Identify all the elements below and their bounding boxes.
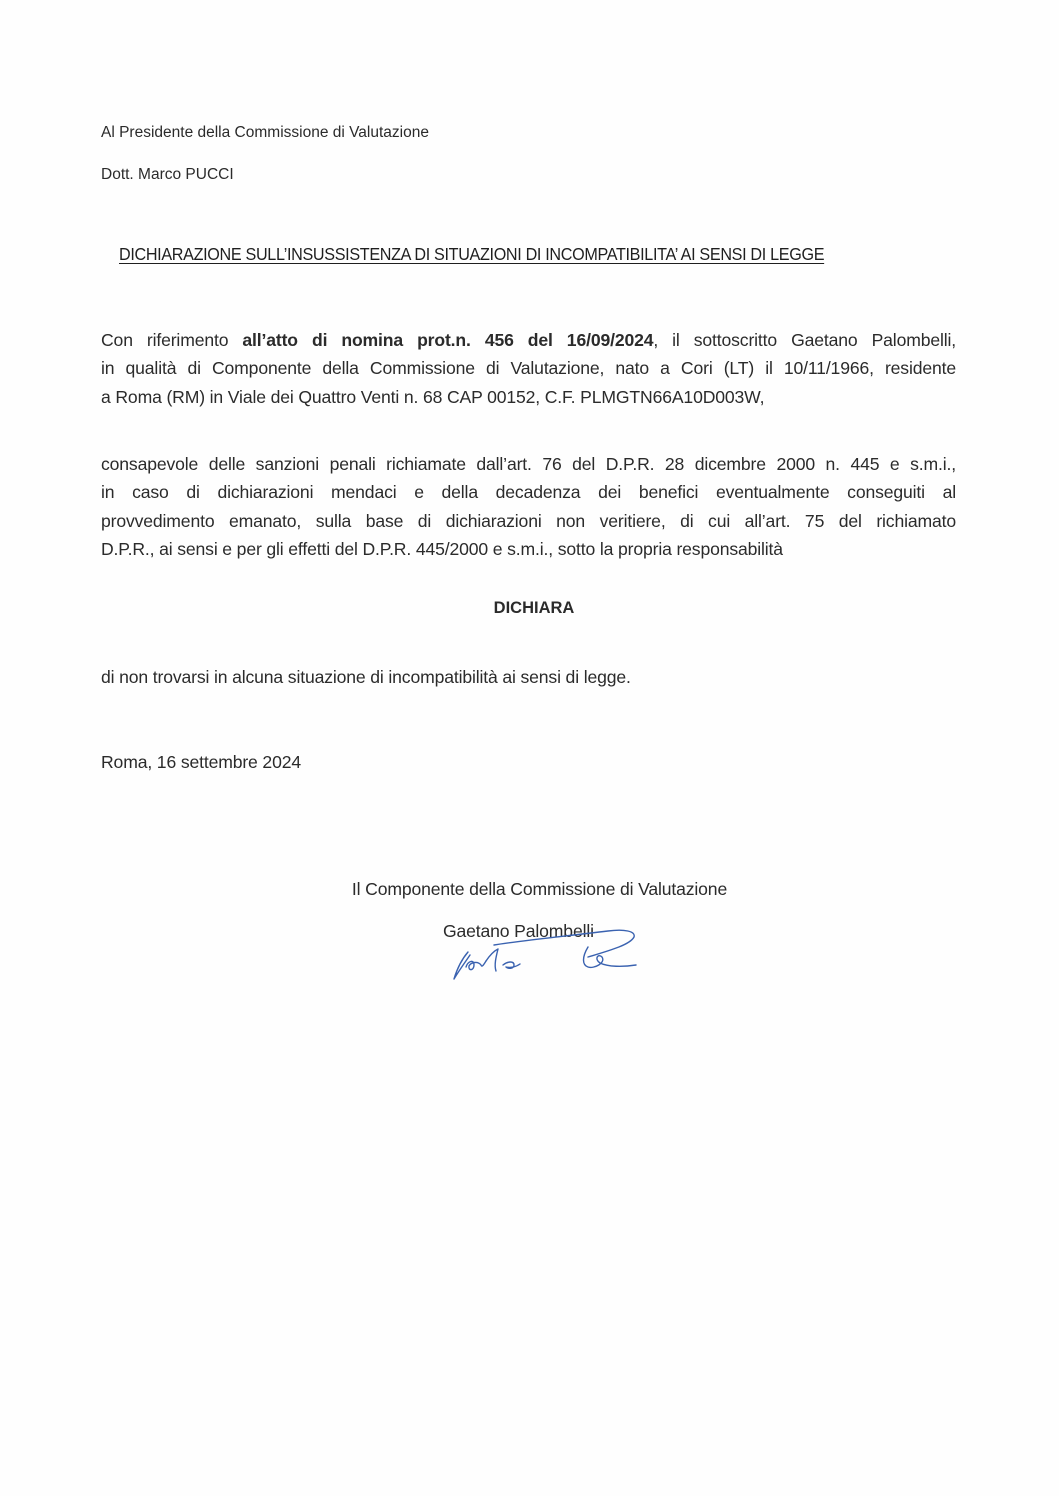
reference-line-3: a Roma (RM) in Viale dei Quattro Venti n. 68 CAP 00152, C.F. PLMGTN66A10D003W, [101,386,765,407]
signature-stroke-2 [466,961,486,970]
signature-stroke-4 [503,962,520,968]
reference-suffix: , il sottoscritto Gaetano Palombelli, [653,330,956,350]
appointment-reference: all’atto di nomina prot.n. 456 del 16/09/2024 [242,330,654,350]
signature-stroke-1 [454,952,470,979]
addressee-name: Dott. Marco PUCCI [101,166,234,183]
addressee-title: Al Presidente della Commissione di Valutazione [101,124,429,141]
signer-role: Il Componente della Commissione di Valutazione [351,879,728,899]
reference-prefix: Con riferimento [101,330,243,350]
awareness-line-1: consapevole delle sanzioni penali richiamate dall’art. 76 del D.P.R. 28 dicembre 2000 n. 445 e s.m.i., [101,454,956,474]
signature-strokes [454,930,636,979]
reference-line-2: in qualità di Componente della Commissione di Valutazione, nato a Cori (LT) il 10/11/1966, residente [101,358,956,379]
signature-stroke-3 [486,949,498,971]
declaration-text: di non trovarsi in alcuna situazione di incompatibilità ai sensi di legge. [101,667,631,687]
signer-name: Gaetano Palombelli [443,921,594,941]
signature-stroke-5 [494,930,634,957]
declares-heading: DICHIARA [493,599,575,617]
handwritten-signature-icon [448,917,648,987]
reference-paragraph [101,326,956,411]
awareness-line-2: in caso di dichiarazioni mendaci e della decadenza dei benefici eventualmente conseguiti al [101,482,956,503]
document-title: DICHIARAZIONE SULL’INSUSSISTENZA DI SITUAZIONI DI INCOMPATIBILITA’ AI SENSI DI LEGGE [119,244,825,264]
awareness-line-3: provvedimento emanato, sulla base di dichiarazioni non veritiere, di cui all’art. 75 del richiamato [101,510,956,531]
reference-line-1 [101,326,956,354]
place-and-date: Roma, 16 settembre 2024 [101,752,301,772]
awareness-line-4: D.P.R., ai sensi e per gli effetti del D.P.R. 445/2000 e s.m.i., sotto la propria responsabilità [101,539,783,560]
awareness-paragraph [101,450,956,564]
